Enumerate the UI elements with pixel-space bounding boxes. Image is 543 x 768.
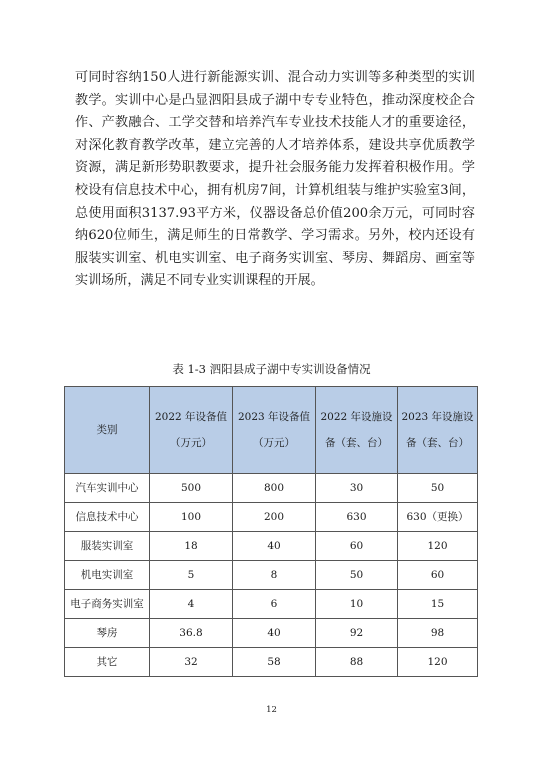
table-cell: 40 xyxy=(233,532,316,561)
table-caption: 表 1-3 泗阳县成子湖中专实训设备情况 xyxy=(172,362,371,376)
table-cell: 800 xyxy=(233,474,316,503)
table-row xyxy=(65,532,478,561)
table-cell: 100 xyxy=(150,503,233,532)
table-cell: 30 xyxy=(316,474,398,503)
header-2022-value: 2022 年设备值（万元） xyxy=(150,387,233,474)
table-cell: 92 xyxy=(316,619,398,648)
table-cell: 60 xyxy=(316,532,398,561)
table-cell: 98 xyxy=(398,619,478,648)
table-cell: 120 xyxy=(398,532,478,561)
table-cell: 8 xyxy=(233,561,316,590)
table-cell: 信息技术中心 xyxy=(65,503,150,532)
table-cell: 50 xyxy=(398,474,478,503)
table-cell: 32 xyxy=(150,648,233,677)
header-2023-units: 2023 年设施设备（套、台） xyxy=(398,387,478,474)
table-row xyxy=(65,561,478,590)
table-cell: 630 xyxy=(316,503,398,532)
table-cell: 其它 xyxy=(65,648,150,677)
table-row xyxy=(65,474,478,503)
table-cell: 630（更换） xyxy=(398,503,478,532)
table-cell: 机电实训室 xyxy=(65,561,150,590)
table-cell: 18 xyxy=(150,532,233,561)
page-number: 12 xyxy=(266,705,277,715)
table-cell: 200 xyxy=(233,503,316,532)
header-2022-units: 2022 年设施设备（套、台） xyxy=(316,387,398,474)
table-cell: 服装实训室 xyxy=(65,532,150,561)
table-row xyxy=(65,503,478,532)
header-category: 类别 xyxy=(65,387,150,474)
table-cell: 40 xyxy=(233,619,316,648)
table-row xyxy=(65,619,478,648)
table-cell: 6 xyxy=(233,590,316,619)
table-cell: 88 xyxy=(316,648,398,677)
table-cell: 10 xyxy=(316,590,398,619)
table-cell: 汽车实训中心 xyxy=(65,474,150,503)
body-paragraph: 可同时容纳150人进行新能源实训、混合动力实训等多种类型的实训教学。实训中心是凸显泗阳县成子湖中专专业特色，推动深度校企合作、产教融合、工学交替和培养汽车专业技术技能人才的重要途径，对深化教育教学改革，建立完善的人才培养体系，建设共享优质教学资源，满足新形势职教要求，提升社会服务能力发挥着积极作用。学校设有信息技术中心，拥有机房7间，计算机组装与维护实验室3间，总使用面积3137.93平方米，仪器设备总价值200余万元，可同时容纳620位师生，满足师生的日常教学、学习需求。另外，校内还设有服装实训室、机电实训室、电子商务实训室、琴房、舞蹈房、画室等实训场所，满足不同专业实训课程的开展。 xyxy=(75,70,475,289)
table-cell: 50 xyxy=(316,561,398,590)
table-cell: 58 xyxy=(233,648,316,677)
header-2023-value: 2023 年设备值（万元） xyxy=(233,387,316,474)
equipment-table xyxy=(64,386,478,677)
table-cell: 琴房 xyxy=(65,619,150,648)
table-cell: 15 xyxy=(398,590,478,619)
table-cell: 120 xyxy=(398,648,478,677)
table-header-row xyxy=(65,387,478,474)
table-cell: 60 xyxy=(398,561,478,590)
table-cell: 4 xyxy=(150,590,233,619)
table-cell: 36.8 xyxy=(150,619,233,648)
table-row xyxy=(65,648,478,677)
table-cell: 电子商务实训室 xyxy=(65,590,150,619)
table-cell: 5 xyxy=(150,561,233,590)
table-row xyxy=(65,590,478,619)
table-cell: 500 xyxy=(150,474,233,503)
